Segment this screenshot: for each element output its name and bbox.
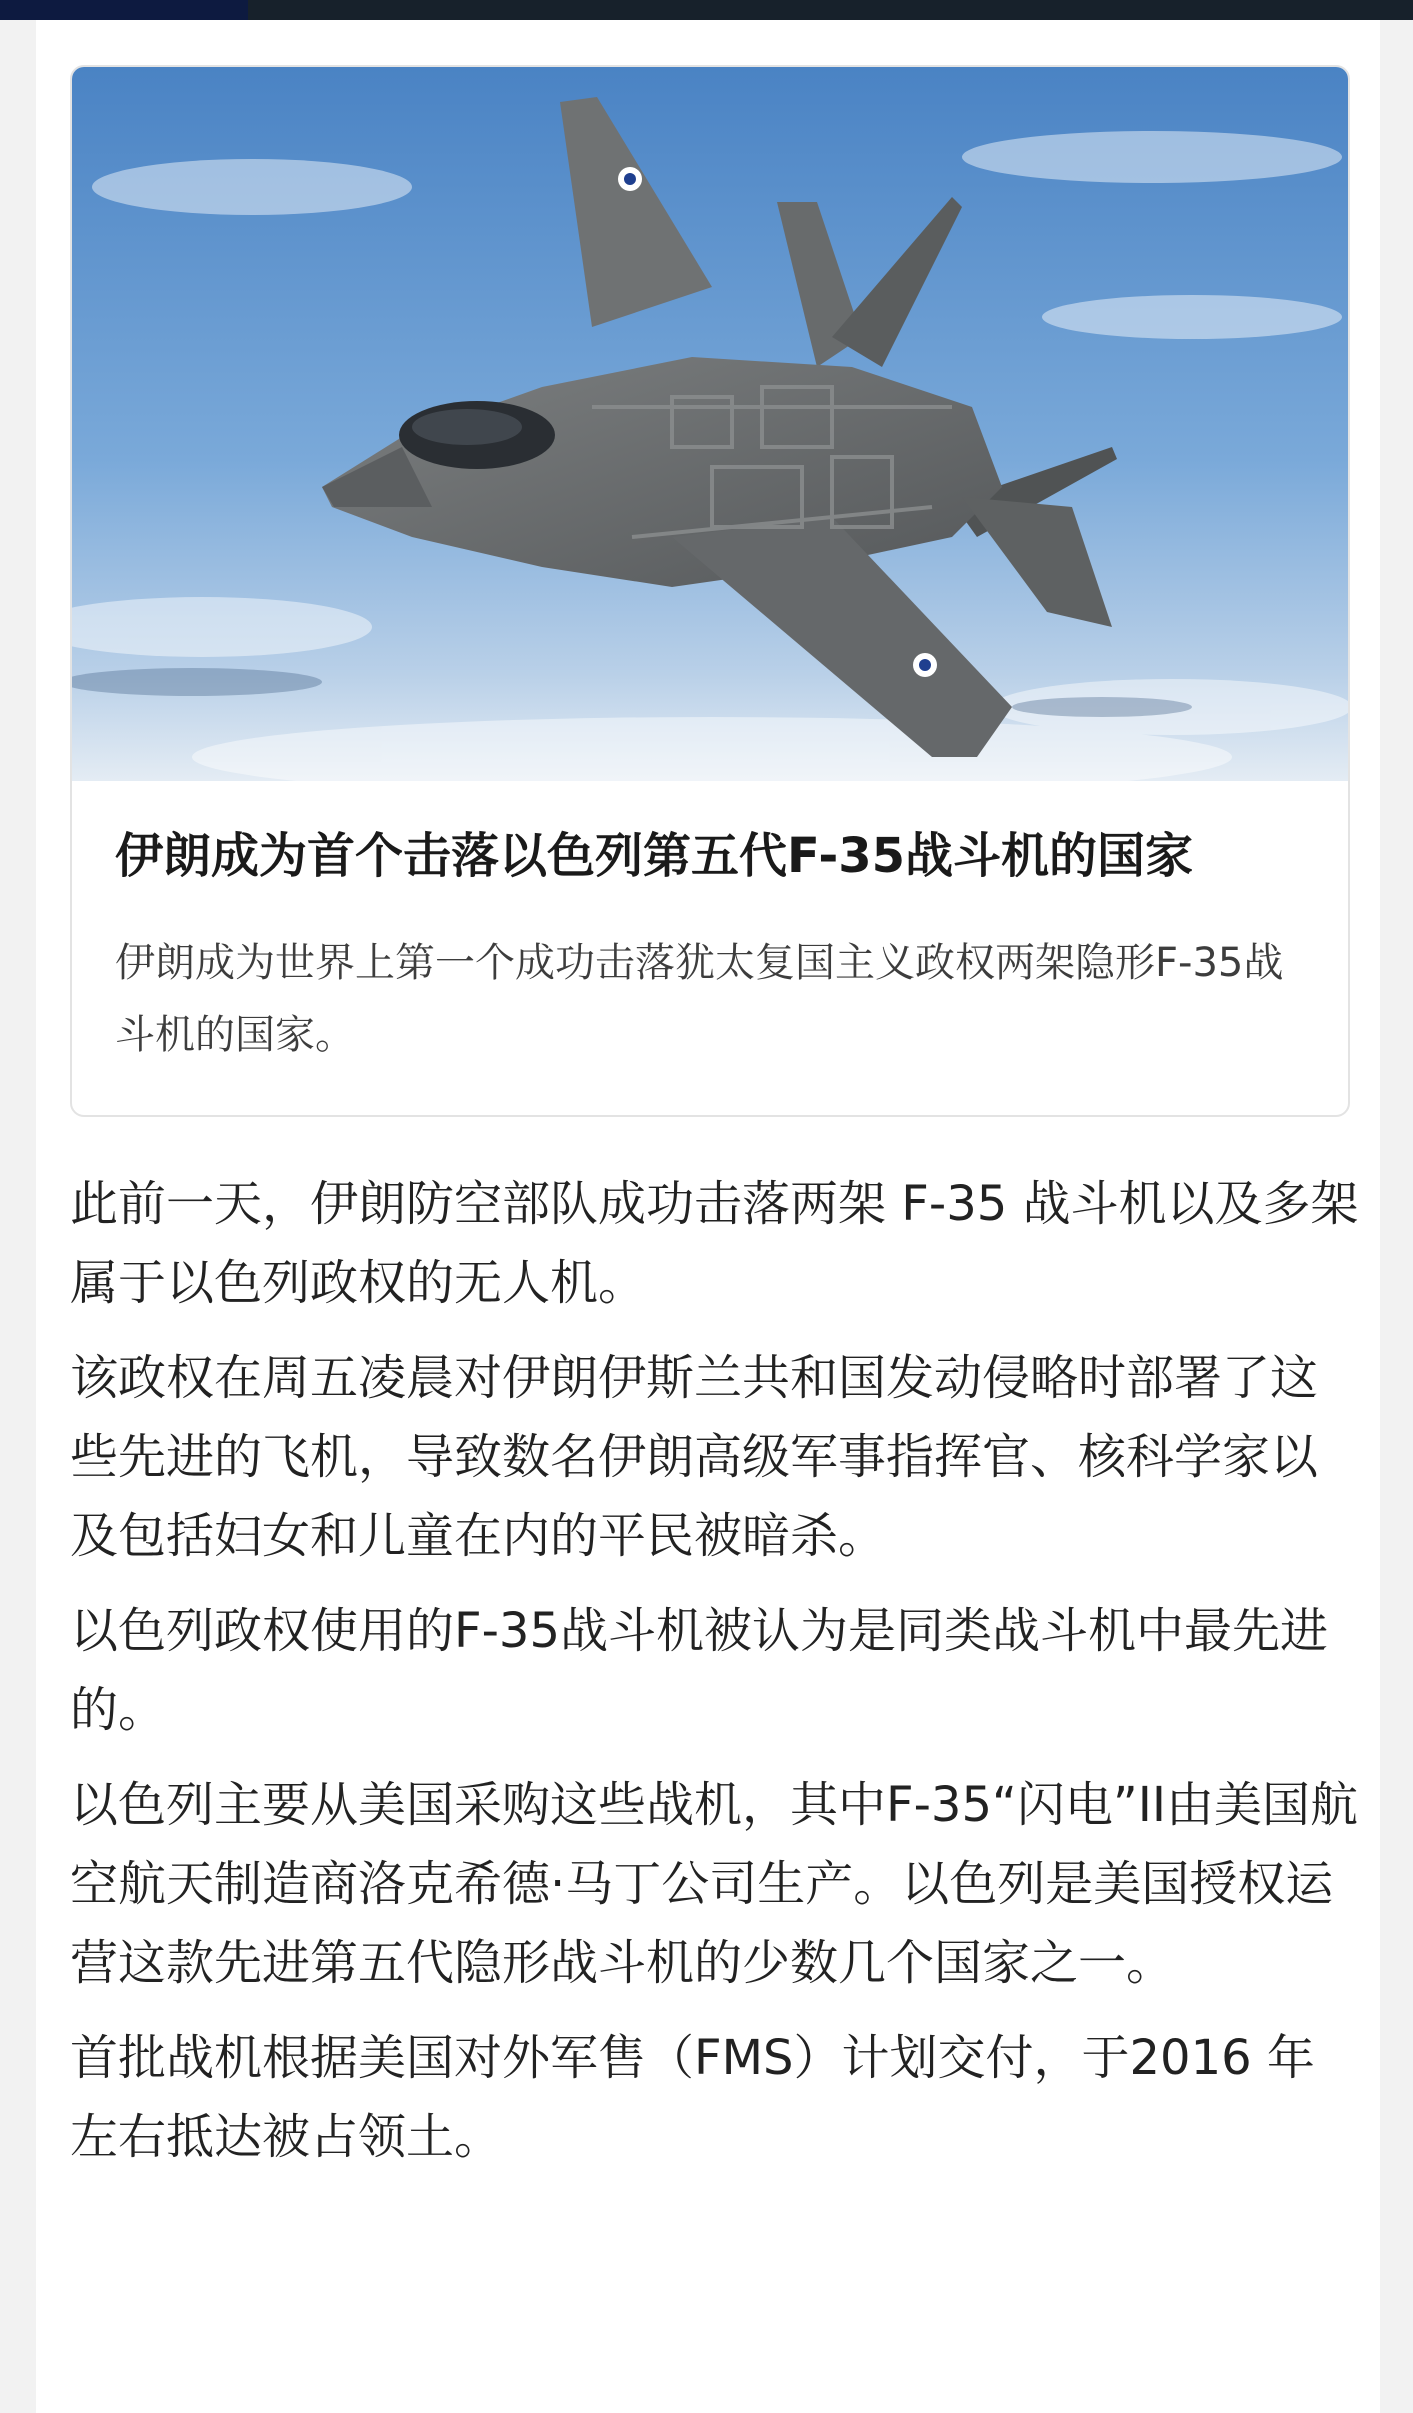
article-paragraph-5: 首批战机根据美国对外军售（FMS）计划交付，于2016 年左右抵达被占领土。 [70,2030,1315,2165]
fighter-jet-illustration [72,67,1348,781]
article-page [36,20,1380,2413]
article-body [70,1165,1360,2193]
article-paragraph-2: 该政权在周五凌晨对伊朗伊斯兰共和国发动侵略时部署了这些先进的飞机，导致数名伊朗高级军事指挥官、核科学家以及包括妇女和儿童在内的平民被暗杀。 [70,1350,1319,1564]
article-paragraph-3: 以色列政权使用的F-35战斗机被认为是同类战斗机中最先进的。 [70,1603,1329,1738]
status-bar-tab [0,0,248,20]
article-paragraph-4: 以色列主要从美国采购这些战机，其中F-35“闪电”II由美国航空航天制造商洛克希德·马丁公司生产。以色列是美国授权运营这款先进第五代隐形战斗机的少数几个国家之一。 [70,1777,1359,1991]
article-paragraph-1: 此前一天，伊朗防空部队成功击落两架 F-35 战斗机以及多架属于以色列政权的无人机。 [70,1176,1359,1311]
hero-image-fighter-jet[interactable] [72,67,1348,781]
card-description: 伊朗成为世界上第一个成功击落犹太复国主义政权两架隐形F-35战斗机的国家。 [115,940,1284,1058]
card-title[interactable]: 伊朗成为首个击落以色列第五代F-35战斗机的国家 [115,828,1194,884]
status-bar [0,0,1413,20]
news-card[interactable] [70,65,1350,1117]
